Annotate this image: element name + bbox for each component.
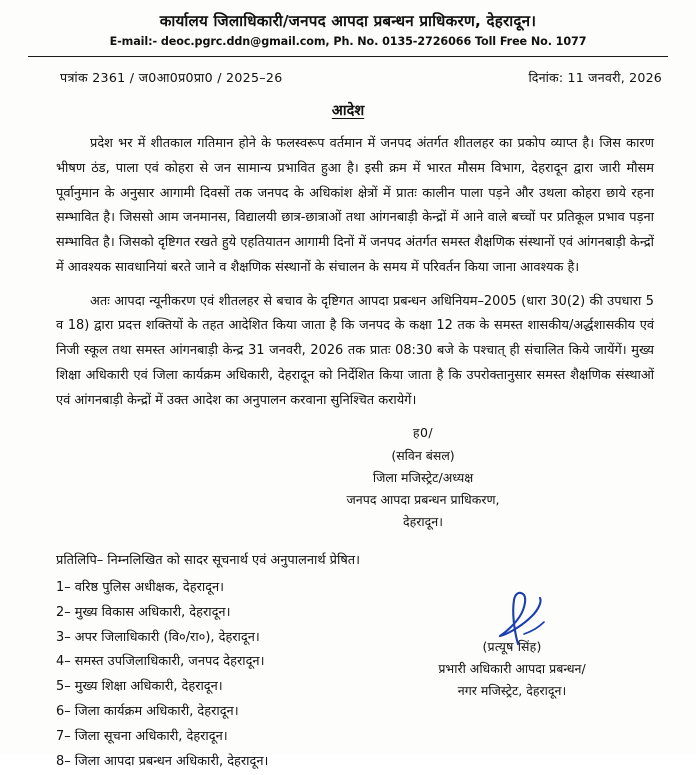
organization-name: कार्यालय जिलाधिकारी/जनपद आपदा प्रबन्धन प्राधिकरण, देहरादून। xyxy=(159,12,537,30)
signatory-designation-2: जनपद आपदा प्रबन्धन प्राधिकरण, xyxy=(346,492,500,508)
letterhead xyxy=(28,10,668,50)
list-item: 3– अपर जिलाधिकारी (वि०/रा०), देहरादून। xyxy=(56,629,260,645)
list-item: 5– मुख्य शिक्षा अधिकारी, देहरादून। xyxy=(56,679,223,695)
header-divider xyxy=(28,56,668,57)
signatory-designation-1: जिला मजिस्ट्रेट/अध्यक्ष xyxy=(372,470,474,486)
signatory-name: (सविन बंसल) xyxy=(391,448,455,464)
bottom-signatory-name: (प्रत्यूष सिंह) xyxy=(482,638,542,654)
body-paragraph-1: प्रदेश भर में शीतकाल गतिमान होने के फलस्वरूप वर्तमान में जनपद अंतर्गत शीतलहर का प्रकोप व्याप्त है। जिस कारण भीषण ठंड, पाला एवं कोहरा से जन सामान्य प्रभावित हुआ है। इसी क्रम में भारत मौसम विभाग, देहरादून द्वारा जारी मौसम पूर्वानुमान के अनुसार आगामी दिवसों तक जनपद के अधिकांश क्षेत्रों में प्रातः कालीन पाला पड़ने और उथला कोहरा छाये रहना सम्भावित है। जिससो आम जनमानस, विद्यालयी छात्र-छात्राओं तथा आंगनबाड़ी केन्द्रों में आने वाले बच्चों पर प्रतिकूल प्रभाव पड़ना सम्भावित है। जिसको दृष्टिगत रखते हुये एहतियातन आगामी दिनों में जनपद अंतर्गत समस्त शैक्षणिक संस्थानों एवं आंगनबाड़ी केन्द्रों में आवश्यक सावधानियां बरते जाने व शैक्षणिक संस्थानों के संचालन के समय में परिवर्तन किया जाना आवश्यक है। xyxy=(56,136,654,275)
signatory-designation-3: देहरादून। xyxy=(403,513,443,529)
signature-ho: ह0/ xyxy=(412,425,434,441)
copy-to-heading: प्रतिलिपि– निम्नलिखित को सादर सूचनार्थ एवं अनुपालनार्थ प्रेषित। xyxy=(56,552,361,568)
list-item: 2– मुख्य विकास अधिकारी, देहरादून। xyxy=(56,604,231,620)
list-item: 6– जिला कार्यक्रम अधिकारी, देहरादून। xyxy=(56,704,239,720)
bottom-signatory-designation-2: नगर मजिस्ट्रेट, देहरादून। xyxy=(457,683,567,699)
bottom-signature-block xyxy=(362,606,662,703)
document-body xyxy=(28,132,668,413)
organization-contact: E-mail:- deoc.pgrc.ddn@gmail.com, Ph. No. 0135-2726066 Toll Free No. 1077 xyxy=(109,35,587,48)
list-item: 4– समस्त उपजिलाधिकारी, जनपद देहरादून। xyxy=(56,654,265,670)
reference-line xyxy=(28,69,668,86)
primary-signature-block xyxy=(28,422,668,532)
letter-date: दिनांक: 11 जनवरी, 2026 xyxy=(528,70,662,85)
list-item: 8– जिला आपदा प्रबन्धन अधिकारी, देहरादून। xyxy=(56,754,269,770)
bottom-signatory-designation-1: प्रभारी अधिकारी आपदा प्रबन्धन/ xyxy=(438,660,586,676)
body-paragraph-2: अतः आपदा न्यूनीकरण एवं शीतलहर से बचाव के दृष्टिगत आपदा प्रबन्धन अधिनियम–2005 (धारा 30(2) की उपधारा 5 व 18) द्वारा प्रदत्त शक्तियों के तहत आदेशित किया जाता है कि जनपद के कक्षा 12 तक के समस्त शासकीय/अर्द्धशासकीय एवं निजी स्कूल तथा समस्त आंगनबाड़ी केन्द्र 31 जनवरी, 2026 तक प्रातः 08:30 बजे के पश्चात् ही संचालित किये जायेंगें। मुख्य शिक्षा अधिकारी एवं जिला कार्यक्रम अधिकारी, देहरादून को निर्देशित किया जाता है कि उपरोक्तानुसार समस्त शैक्षणिक संस्थाओं एवं आंगनबाड़ी केन्द्रों में उक्त आदेश का अनुपालन करवाना सुनिश्चित करायेगें। xyxy=(56,293,654,408)
list-item: 1– वरिष्ठ पुलिस अधीक्षक, देहरादून। xyxy=(56,579,225,595)
list-item: 7– जिला सूचना अधिकारी, देहरादून। xyxy=(56,729,228,745)
handwritten-signature-icon xyxy=(362,606,662,640)
letter-number: पत्रांक 2361 / ज0आ0प्र0प्रा0 / 2025–26 xyxy=(60,70,283,85)
page-title: आदेश xyxy=(331,103,365,119)
